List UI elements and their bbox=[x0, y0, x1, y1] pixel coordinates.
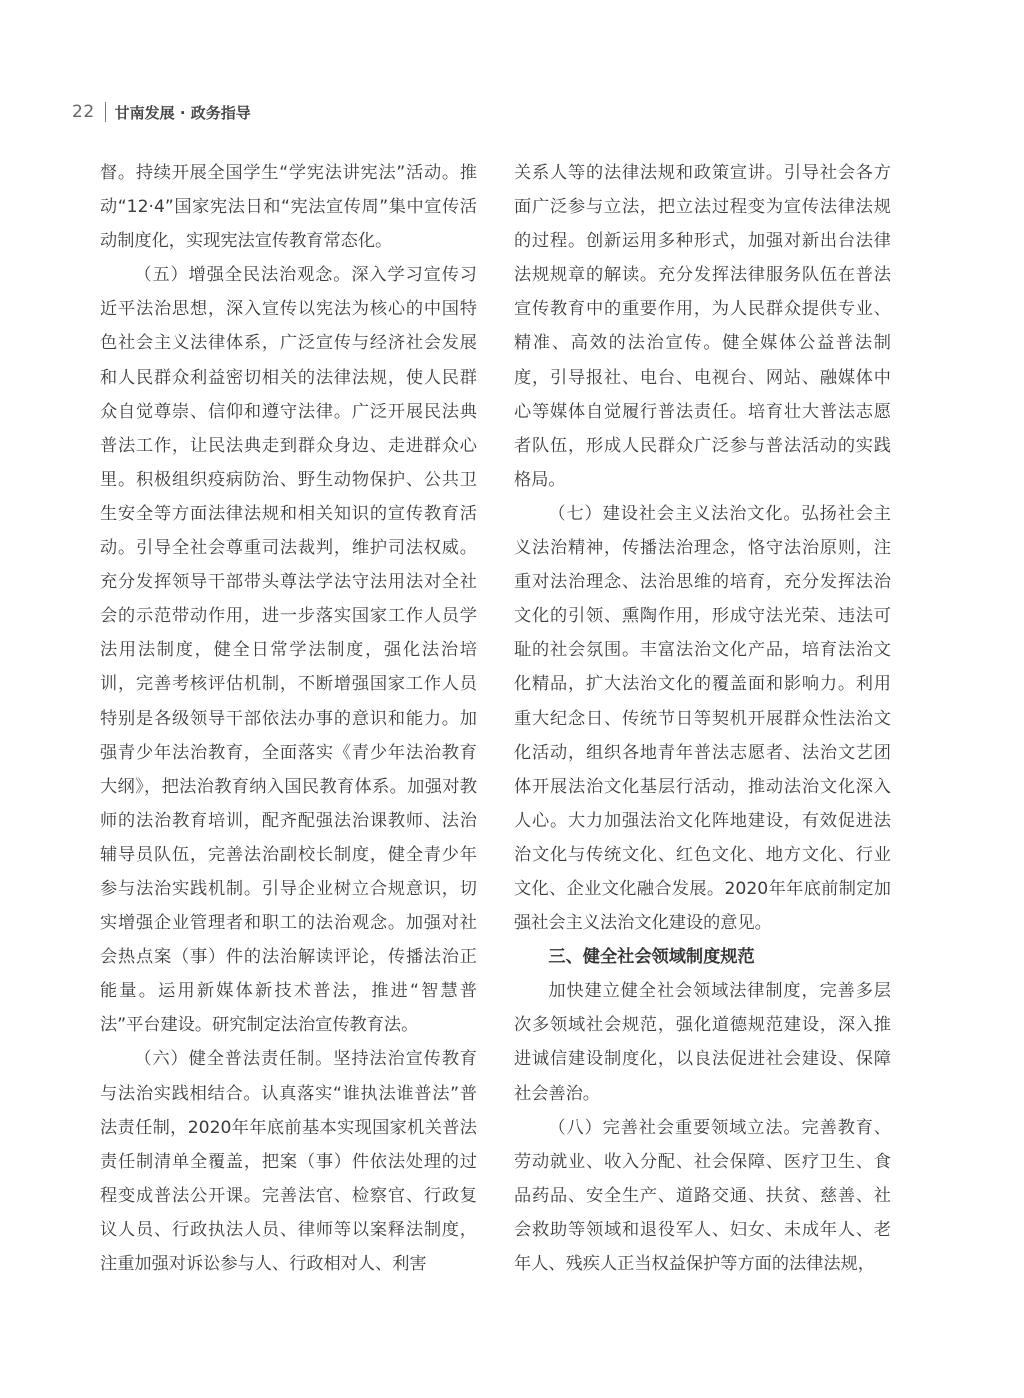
page-header bbox=[72, 99, 251, 125]
header-divider bbox=[105, 102, 106, 122]
paragraph: 督。持续开展全国学生“学宪法讲宪法”活动。推动“12·4”国家宪法日和“宪法宣传周”集中宣传活动制度化，实现宪法宣传教育常态化。 bbox=[100, 163, 477, 252]
paragraph: 加快建立健全社会领域法律制度，完善多层次多领域社会规范，强化道德规范建设，深入推进诚信建设制度化，以良法促进社会建设、保障社会善治。 bbox=[514, 981, 891, 1104]
right-column bbox=[514, 156, 891, 1281]
paragraph: （五）增强全民法治观念。深入学习宣传习近平法治思想，深入宣传以宪法为核心的中国特色社会主义法律体系，广泛宣传与经济社会发展和人民群众利益密切相关的法律法规，使人民群众自觉尊崇、信仰和遵守法律。广泛开展民法典普法工作，让民法典走到群众身边、走进群众心里。积极组织疫病防治、野生动物保护、公共卫生安全等方面法律法规和相关知识的宣传教育活动。引导全社会尊重司法裁判，维护司法权威。充分发挥领导干部带头尊法学法守法用法对全社会的示范带动作用，进一步落实国家工作人员学法用法制度，健全日常学法制度，强化法治培训，完善考核评估机制，不断增强国家工作人员特别是各级领导干部依法办事的意识和能力。加强青少年法治教育，全面落实《青少年法治教育大纲》，把法治教育纳入国民教育体系。加强对教师的法治教育培训，配齐配强法治课教师、法治辅导员队伍，完善法治副校长制度，健全青少年参与法治实践机制。引导企业树立合规意识，切实增强企业管理者和职工的法治观念。加强对社会热点案（事）件的法治解读评论，传播法治正能量。运用新媒体新技术普法，推进“智慧普法”平台建设。研究制定法治宣传教育法。 bbox=[100, 265, 477, 1036]
publication-title: 甘南发展 · 政务指导 bbox=[114, 103, 251, 122]
left-column bbox=[100, 156, 477, 1281]
paragraph: 关系人等的法律法规和政策宣讲。引导社会各方面广泛参与立法，把立法过程变为宣传法律法规的过程。创新运用多种形式，加强对新出台法律法规规章的解读。充分发挥法律服务队伍在普法宣传教育中的重要作用，为人民群众提供专业、精准、高效的法治宣传。健全媒体公益普法制度，引导报社、电台、电视台、网站、融媒体中心等媒体自觉履行普法责任。培育壮大普法志愿者队伍，形成人民群众广泛参与普法活动的实践格局。 bbox=[514, 163, 891, 490]
section-heading: 三、健全社会领域制度规范 bbox=[548, 947, 755, 968]
paragraph: （八）完善社会重要领域立法。完善教育、劳动就业、收入分配、社会保障、医疗卫生、食品药品、安全生产、道路交通、扶贫、慈善、社会救助等领域和退役军人、妇女、未成年人、老年人、残疾人正当权益保护等方面的法律法规， bbox=[514, 1117, 891, 1274]
paragraph: （七）建设社会主义法治文化。弘扬社会主义法治精神，传播法治理念，恪守法治原则，注重对法治理念、法治思维的培育，充分发挥法治文化的引领、熏陶作用，形成守法光荣、违法可耻的社会氛围。丰富法治文化产品，培育法治文化精品，扩大法治文化的覆盖面和影响力。利用重大纪念日、传统节日等契机开展群众性法治文化活动，组织各地青年普法志愿者、法治文艺团体开展法治文化基层行活动，推动法治文化深入人心。大力加强法治文化阵地建设，有效促进法治文化与传统文化、红色文化、地方文化、行业文化、企业文化融合发展。2020年年底前制定加强社会主义法治文化建设的意见。 bbox=[514, 503, 891, 934]
page-number: 22 bbox=[72, 102, 95, 122]
paragraph: （六）健全普法责任制。坚持法治宣传教育与法治实践相结合。认真落实“谁执法谁普法”普法责任制，2020年年底前基本实现国家机关普法责任制清单全覆盖，把案（事）件依法处理的过程变成普法公开课。完善法官、检察官、行政复议人员、行政执法人员、律师等以案释法制度，注重加强对诉讼参与人、行政相对人、利害 bbox=[100, 1049, 477, 1274]
